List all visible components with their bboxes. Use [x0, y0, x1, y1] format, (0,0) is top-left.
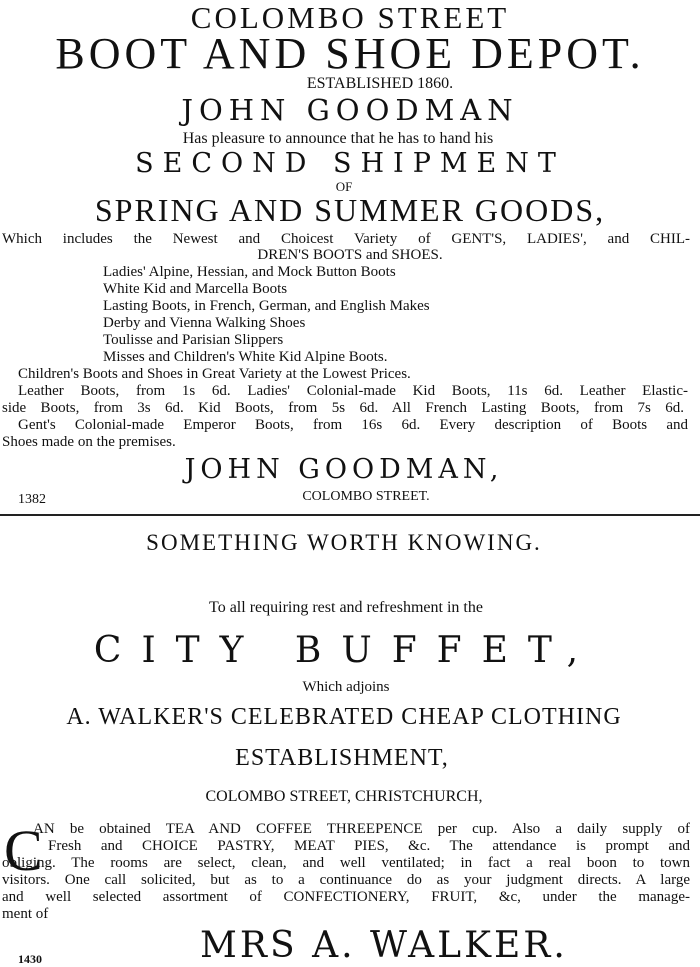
body-line: ment of [2, 906, 49, 922]
list-item: White Kid and Marcella Boots [103, 281, 288, 297]
signature-walker: MRS A. WALKER. [200, 925, 568, 966]
of-line: OF [335, 179, 353, 194]
paragraph-line: Shoes made on the premises. [2, 434, 176, 450]
body-line: AN be obtained TEA AND COFFEE THREEPENCE per cup. Also a daily supply of [33, 821, 690, 837]
section-divider [0, 514, 700, 516]
body-line: visitors. One call solicited, but as to a continuance do as your judgment directs. A large [2, 872, 690, 888]
signature-goodman: JOHN GOODMAN, [184, 454, 504, 485]
second-shipment: SECOND SHIPMENT [135, 148, 565, 179]
intro-line: To all requiring rest and refreshment in the [209, 599, 483, 616]
paragraph-line: Children's Boots and Shoes in Great Variety at the Lowest Prices. [18, 366, 411, 382]
includes-line-1: Which includes the Newest and Choicest Variety of GENT'S, LADIES', and CHIL- [2, 231, 690, 247]
list-item: Lasting Boots, in French, German, and English Makes [103, 298, 430, 314]
ad2-address: COLOMBO STREET, CHRISTCHURCH, [205, 788, 483, 805]
ad-number: 1382 [18, 492, 46, 507]
paragraph-line: side Boots, from 3s 6d. Kid Boots, from 5s 6d. All French Lasting Boots, from 7s 6d. [2, 400, 684, 416]
address-line: COLOMBO STREET. [302, 489, 430, 504]
venue-title: CITY BUFFET, [93, 630, 599, 671]
body-line: obliging. The rooms are select, clean, and well ventilated; in fact a real boon to town [2, 855, 690, 871]
established-line: ESTABLISHED 1860. [306, 75, 454, 92]
body-line: and well selected assortment of CONFECTIONERY, FRUIT, &c, under the manage- [2, 889, 690, 905]
depot-title: BOOT AND SHOE DEPOT. [55, 29, 645, 78]
drop-cap: C [4, 818, 43, 883]
list-item: Toulisse and Parisian Slippers [103, 332, 284, 348]
paragraph-line: Leather Boots, from 1s 6d. Ladies' Colonial-made Kid Boots, 11s 6d. Leather Elastic- [18, 383, 688, 399]
list-item: Ladies' Alpine, Hessian, and Mock Button Boots [103, 264, 396, 280]
adjoins-line: Which adjoins [302, 679, 390, 695]
paragraph-line: Gent's Colonial-made Emperor Boots, from 16s 6d. Every description of Boots and [18, 417, 688, 433]
list-item: Derby and Vienna Walking Shoes [103, 315, 306, 331]
list-item: Misses and Children's White Kid Alpine Boots. [103, 349, 388, 365]
ad-number: 1430 [18, 952, 42, 966]
street-heading: COLOMBO STREET [190, 0, 510, 35]
body-line: Fresh and CHOICE PASTRY, MEAT PIES, &c. The attendance is prompt and [48, 838, 690, 854]
announce-line: Has pleasure to announce that he has to hand his [182, 130, 494, 147]
season-goods: SPRING AND SUMMER GOODS, [94, 192, 606, 228]
includes-line-2: DREN'S BOOTS and SHOES. [257, 247, 443, 263]
walker-line: A. WALKER'S CELEBRATED CHEAP CLOTHING [66, 704, 622, 730]
establishment-line: ESTABLISHMENT, [235, 745, 449, 771]
ad2-headline: SOMETHING WORTH KNOWING. [146, 530, 542, 555]
proprietor-name: JOHN GOODMAN [181, 93, 519, 127]
